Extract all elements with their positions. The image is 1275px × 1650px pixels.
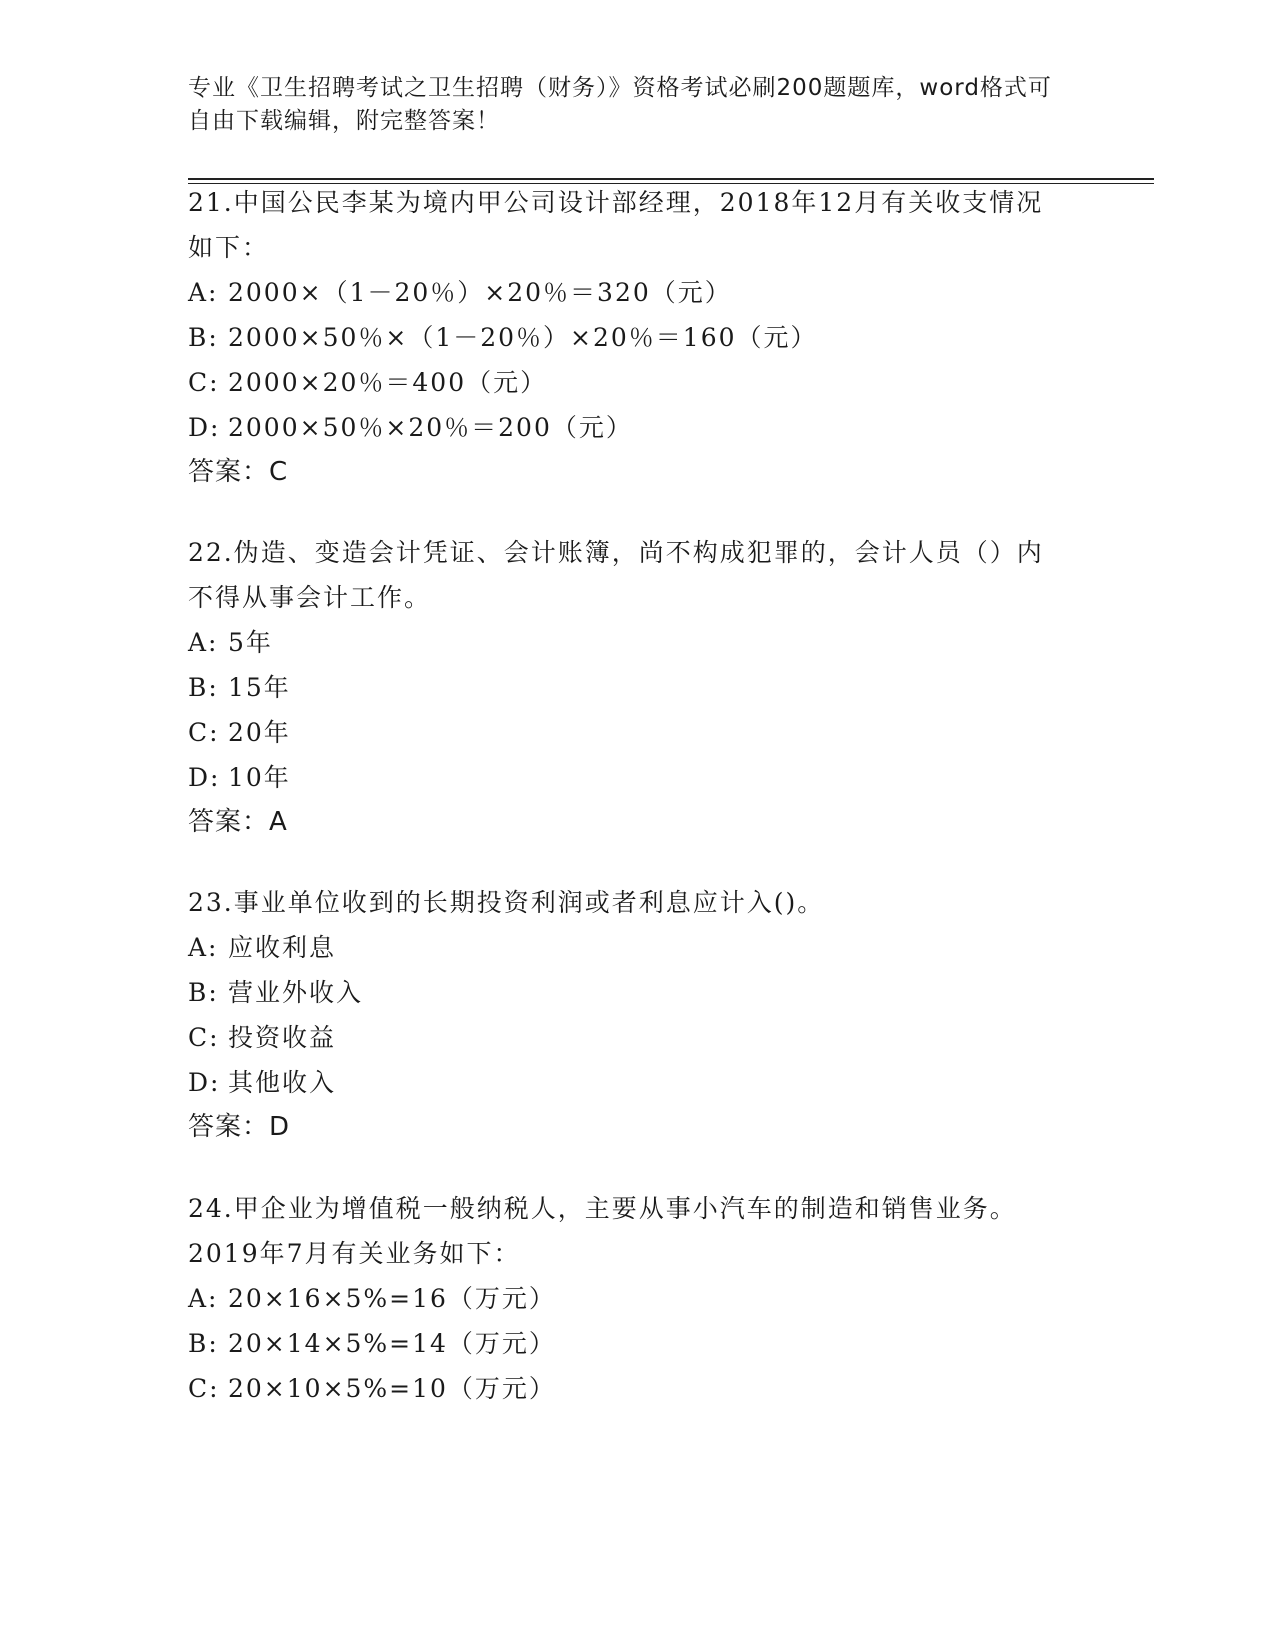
option-text: 2000×50％×（1－20％）×20％＝160（元） [228, 323, 818, 352]
option-a [188, 925, 1068, 970]
option-d [188, 755, 1068, 800]
option-text: 20×10×5%=10（万元） [228, 1374, 556, 1403]
question-21 [188, 180, 1068, 495]
answer-line [188, 800, 1068, 845]
option-text: 投资收益 [228, 1023, 337, 1052]
answer-value: D [269, 1112, 291, 1142]
option-text: 5年 [228, 628, 273, 657]
option-letter: C: [188, 368, 220, 397]
option-letter: B: [188, 323, 219, 352]
option-letter: B: [188, 1329, 219, 1358]
option-letter: C: [188, 1374, 220, 1403]
option-a [188, 1276, 1068, 1321]
option-text: 20×16×5%=16（万元） [228, 1284, 556, 1313]
option-d [188, 405, 1068, 450]
option-text: 2000×50％×20％＝200（元） [228, 413, 633, 442]
option-letter: B: [188, 978, 219, 1007]
option-letter: B: [188, 673, 219, 702]
option-b [188, 665, 1068, 710]
question-stem: 22.伪造、变造会计凭证、会计账簿，尚不构成犯罪的，会计人员（）内不得从事会计工作。 [188, 538, 1044, 612]
option-letter: D: [188, 413, 221, 442]
option-d [188, 1060, 1068, 1105]
option-text: 营业外收入 [228, 978, 364, 1007]
option-letter: D: [188, 1068, 221, 1097]
option-letter: C: [188, 718, 220, 747]
option-text: 20年 [228, 718, 291, 747]
option-c [188, 360, 1068, 405]
question-stem: 21.中国公民李某为境内甲公司设计部经理，2018年12月有关收支情况如下： [188, 188, 1044, 262]
answer-value: C [269, 457, 289, 487]
answer-line [188, 1105, 1068, 1150]
option-text: 其他收入 [228, 1068, 337, 1097]
question-stem: 24.甲企业为增值税一般纳税人，主要从事小汽车的制造和销售业务。2019年7月有关业务如下： [188, 1194, 1017, 1268]
option-text: 应收利息 [228, 933, 337, 962]
answer-line [188, 450, 1068, 495]
question-stem: 23.事业单位收到的长期投资利润或者利息应计入()。 [188, 888, 825, 917]
option-c [188, 710, 1068, 755]
answer-label: 答案： [188, 457, 270, 487]
option-c [188, 1366, 1068, 1411]
option-text: 20×14×5%=14（万元） [228, 1329, 556, 1358]
option-b [188, 1321, 1068, 1366]
answer-value: A [269, 807, 288, 837]
option-text: 2000×（1－20％）×20％＝320（元） [228, 278, 732, 307]
answer-label: 答案： [188, 807, 270, 837]
answer-label: 答案： [188, 1112, 270, 1142]
option-letter: A: [188, 278, 219, 307]
option-letter: C: [188, 1023, 220, 1052]
option-text: 15年 [228, 673, 291, 702]
option-text: 10年 [228, 763, 291, 792]
option-b [188, 970, 1068, 1015]
question-22 [188, 530, 1068, 845]
option-a [188, 620, 1068, 665]
option-text: 2000×20％＝400（元） [228, 368, 548, 397]
question-23 [188, 880, 1068, 1150]
option-a [188, 270, 1068, 315]
document-header: 专业《卫生招聘考试之卫生招聘（财务）》资格考试必刷200题题库，word格式可自由下载编辑，附完整答案！ [188, 75, 1052, 134]
option-letter: A: [188, 1284, 219, 1313]
option-letter: A: [188, 933, 219, 962]
option-c [188, 1015, 1068, 1060]
option-b [188, 315, 1068, 360]
option-letter: A: [188, 628, 219, 657]
question-24 [188, 1186, 1068, 1411]
option-letter: D: [188, 763, 221, 792]
